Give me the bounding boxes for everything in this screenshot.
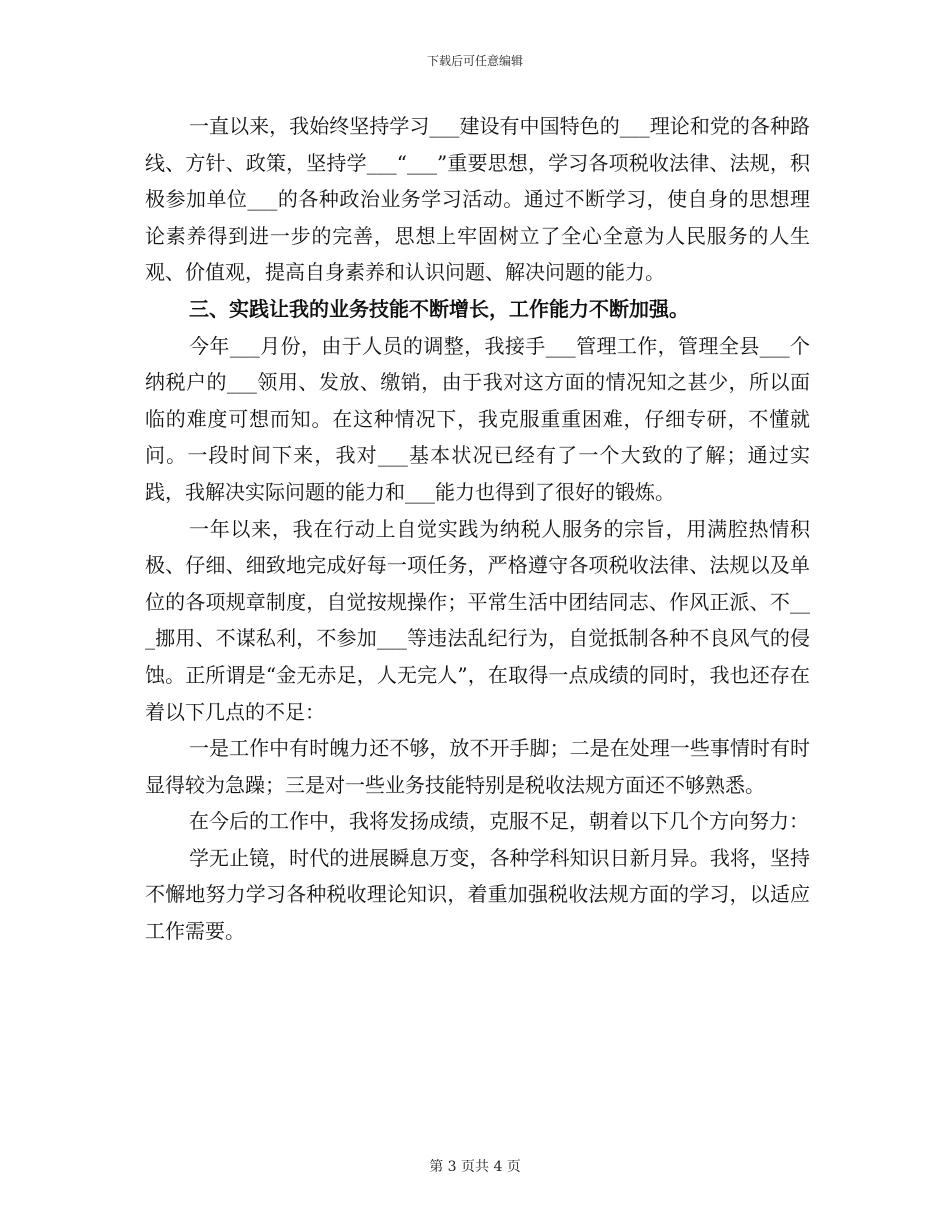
page-number-footer: 第 3 页共 4 页 (429, 1159, 521, 1175)
section-heading-3: 三、实践让我的业务技能不断增长，工作能力不断加强。 (189, 296, 689, 321)
paragraph-future-intro: 在今后的工作中，我将发扬成绩，克服不足，朝着以下几个方向努力： (189, 809, 809, 834)
paragraph-practice: 今年___月份，由于人员的调整，我接手___管理工作，管理全县___个纳税户的___领用、发放、缴销，由于我对这方面的情况知之甚少，所以面临的难度可想而知。在这种情况下，我克服重重困难，仔细专研，不懂就问。一段时间下来，我对___基本状况已经有了一个大致的了解；通过实践，我解决实际问题的能力和___能力也得到了很好的锻炼。 (145, 333, 810, 504)
document-body (145, 108, 810, 950)
paragraph-study: 一直以来，我始终坚持学习___建设有中国特色的___理论和党的各种路线、方针、政策，坚持学___“___”重要思想，学习各项税收法律、法规，积极参加单位___的各种政治业务学习活动。通过不断学习，使自身的思想理论素养得到进一步的完善，思想上牢固树立了全心全意为人民服务的人生观、价值观，提高自身素养和认识问题、解决问题的能力。 (145, 114, 810, 285)
paragraph-future-study: 学无止镜，时代的进展瞬息万变，各种学科知识日新月异。我将，坚持不懈地努力学习各种税收理论知识，着重加强税收法规方面的学习，以适应工作需要。 (145, 845, 810, 944)
page-header: 下载后可任意编辑 (426, 54, 523, 68)
paragraph-conduct: 一年以来，我在行动上自觉实践为纳税人服务的宗旨，用满腔热情积极、仔细、细致地完成好每一项任务，严格遵守各项税收法律、法规以及单位的各项规章制度，自觉按规操作；平常生活中团结同志、作风正派、不___挪用、不谋私利，不参加___等违法乱纪行为，自觉抵制各种不良风气的侵蚀。正所谓是“金无赤足，人无完人”，在取得一点成绩的同时，我也还存在着以下几点的不足： (145, 516, 810, 724)
paragraph-shortcomings: 一是工作中有时魄力还不够，放不开手脚；二是在处理一些事情时有时显得较为急躁；三是对一些业务技能特别是税收法规方面还不够熟悉。 (145, 736, 810, 797)
